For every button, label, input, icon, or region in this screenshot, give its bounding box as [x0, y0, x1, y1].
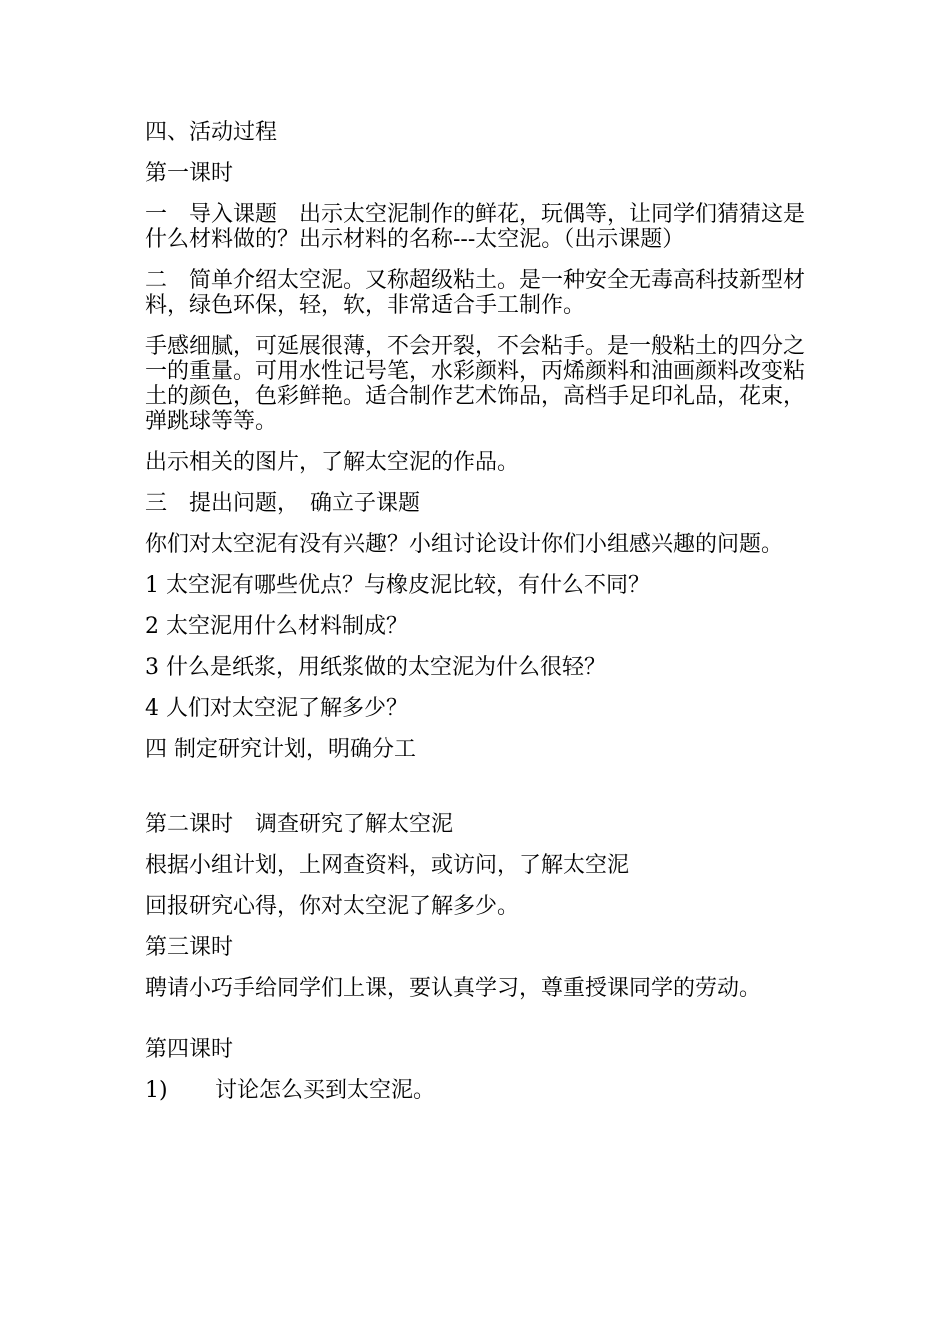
lesson2-research-paragraph: 根据小组计划，上网查资料，或访问，了解太空泥 — [145, 853, 630, 878]
lesson4-list-item — [145, 1078, 805, 1103]
section-heading: 四、活动过程 — [145, 120, 278, 145]
list-item-text: 讨论怎么买到太空泥。 — [215, 1078, 436, 1103]
question-item: 3 什么是纸浆，用纸浆做的太空泥为什么很轻？ — [145, 655, 606, 680]
list-item-number: 1) — [145, 1078, 168, 1103]
lesson1-material-paragraph: 二 简单介绍太空泥。又称超级粘土。是一种安全无毒高科技新型材料，绿色环保，轻，软，非常适合手工制作。 — [145, 268, 806, 318]
question-item: 1 太空泥有哪些优点？与橡皮泥比较，有什么不同？ — [145, 573, 650, 598]
lesson1-title: 第一课时 — [145, 161, 234, 186]
lesson1-properties-paragraph: 手感细腻，可延展很薄，不会开裂，不会粘手。是一般粘土的四分之一的重量。可用水性记号笔，水彩颜料，丙烯颜料和油画颜料改变粘土的颜色，色彩鲜艳。适合制作艺术饰品，高档手足印礼品，花束，弹跳球等等。 — [145, 334, 806, 434]
lesson1-discussion-paragraph: 你们对太空泥有没有兴趣？小组讨论设计你们小组感兴趣的问题。 — [145, 532, 784, 557]
lesson3-title: 第三课时 — [145, 935, 234, 960]
question-item: 2 太空泥用什么材料制成？ — [145, 614, 408, 639]
lesson3-paragraph: 聘请小巧手给同学们上课，要认真学习，尊重授课同学的劳动。 — [145, 976, 762, 1001]
document-page — [145, 120, 805, 1103]
lesson1-plan-paragraph: 四 制定研究计划，明确分工 — [145, 737, 416, 762]
lesson2-report-paragraph: 回报研究心得，你对太空泥了解多少。 — [145, 894, 520, 919]
lesson1-pictures-paragraph: 出示相关的图片，了解太空泥的作品。 — [145, 450, 520, 475]
lesson1-intro-paragraph: 一 导入课题 出示太空泥制作的鲜花，玩偶等，让同学们猜猜这是什么材料做的？出示材料的名称---太空泥。（出示课题） — [145, 202, 806, 252]
question-item: 4 人们对太空泥了解多少？ — [145, 696, 408, 721]
lesson4-title: 第四课时 — [145, 1037, 234, 1062]
lesson2-title: 第二课时 调查研究了解太空泥 — [145, 812, 454, 837]
lesson1-questions-heading: 三 提出问题， 确立子课题 — [145, 491, 421, 516]
